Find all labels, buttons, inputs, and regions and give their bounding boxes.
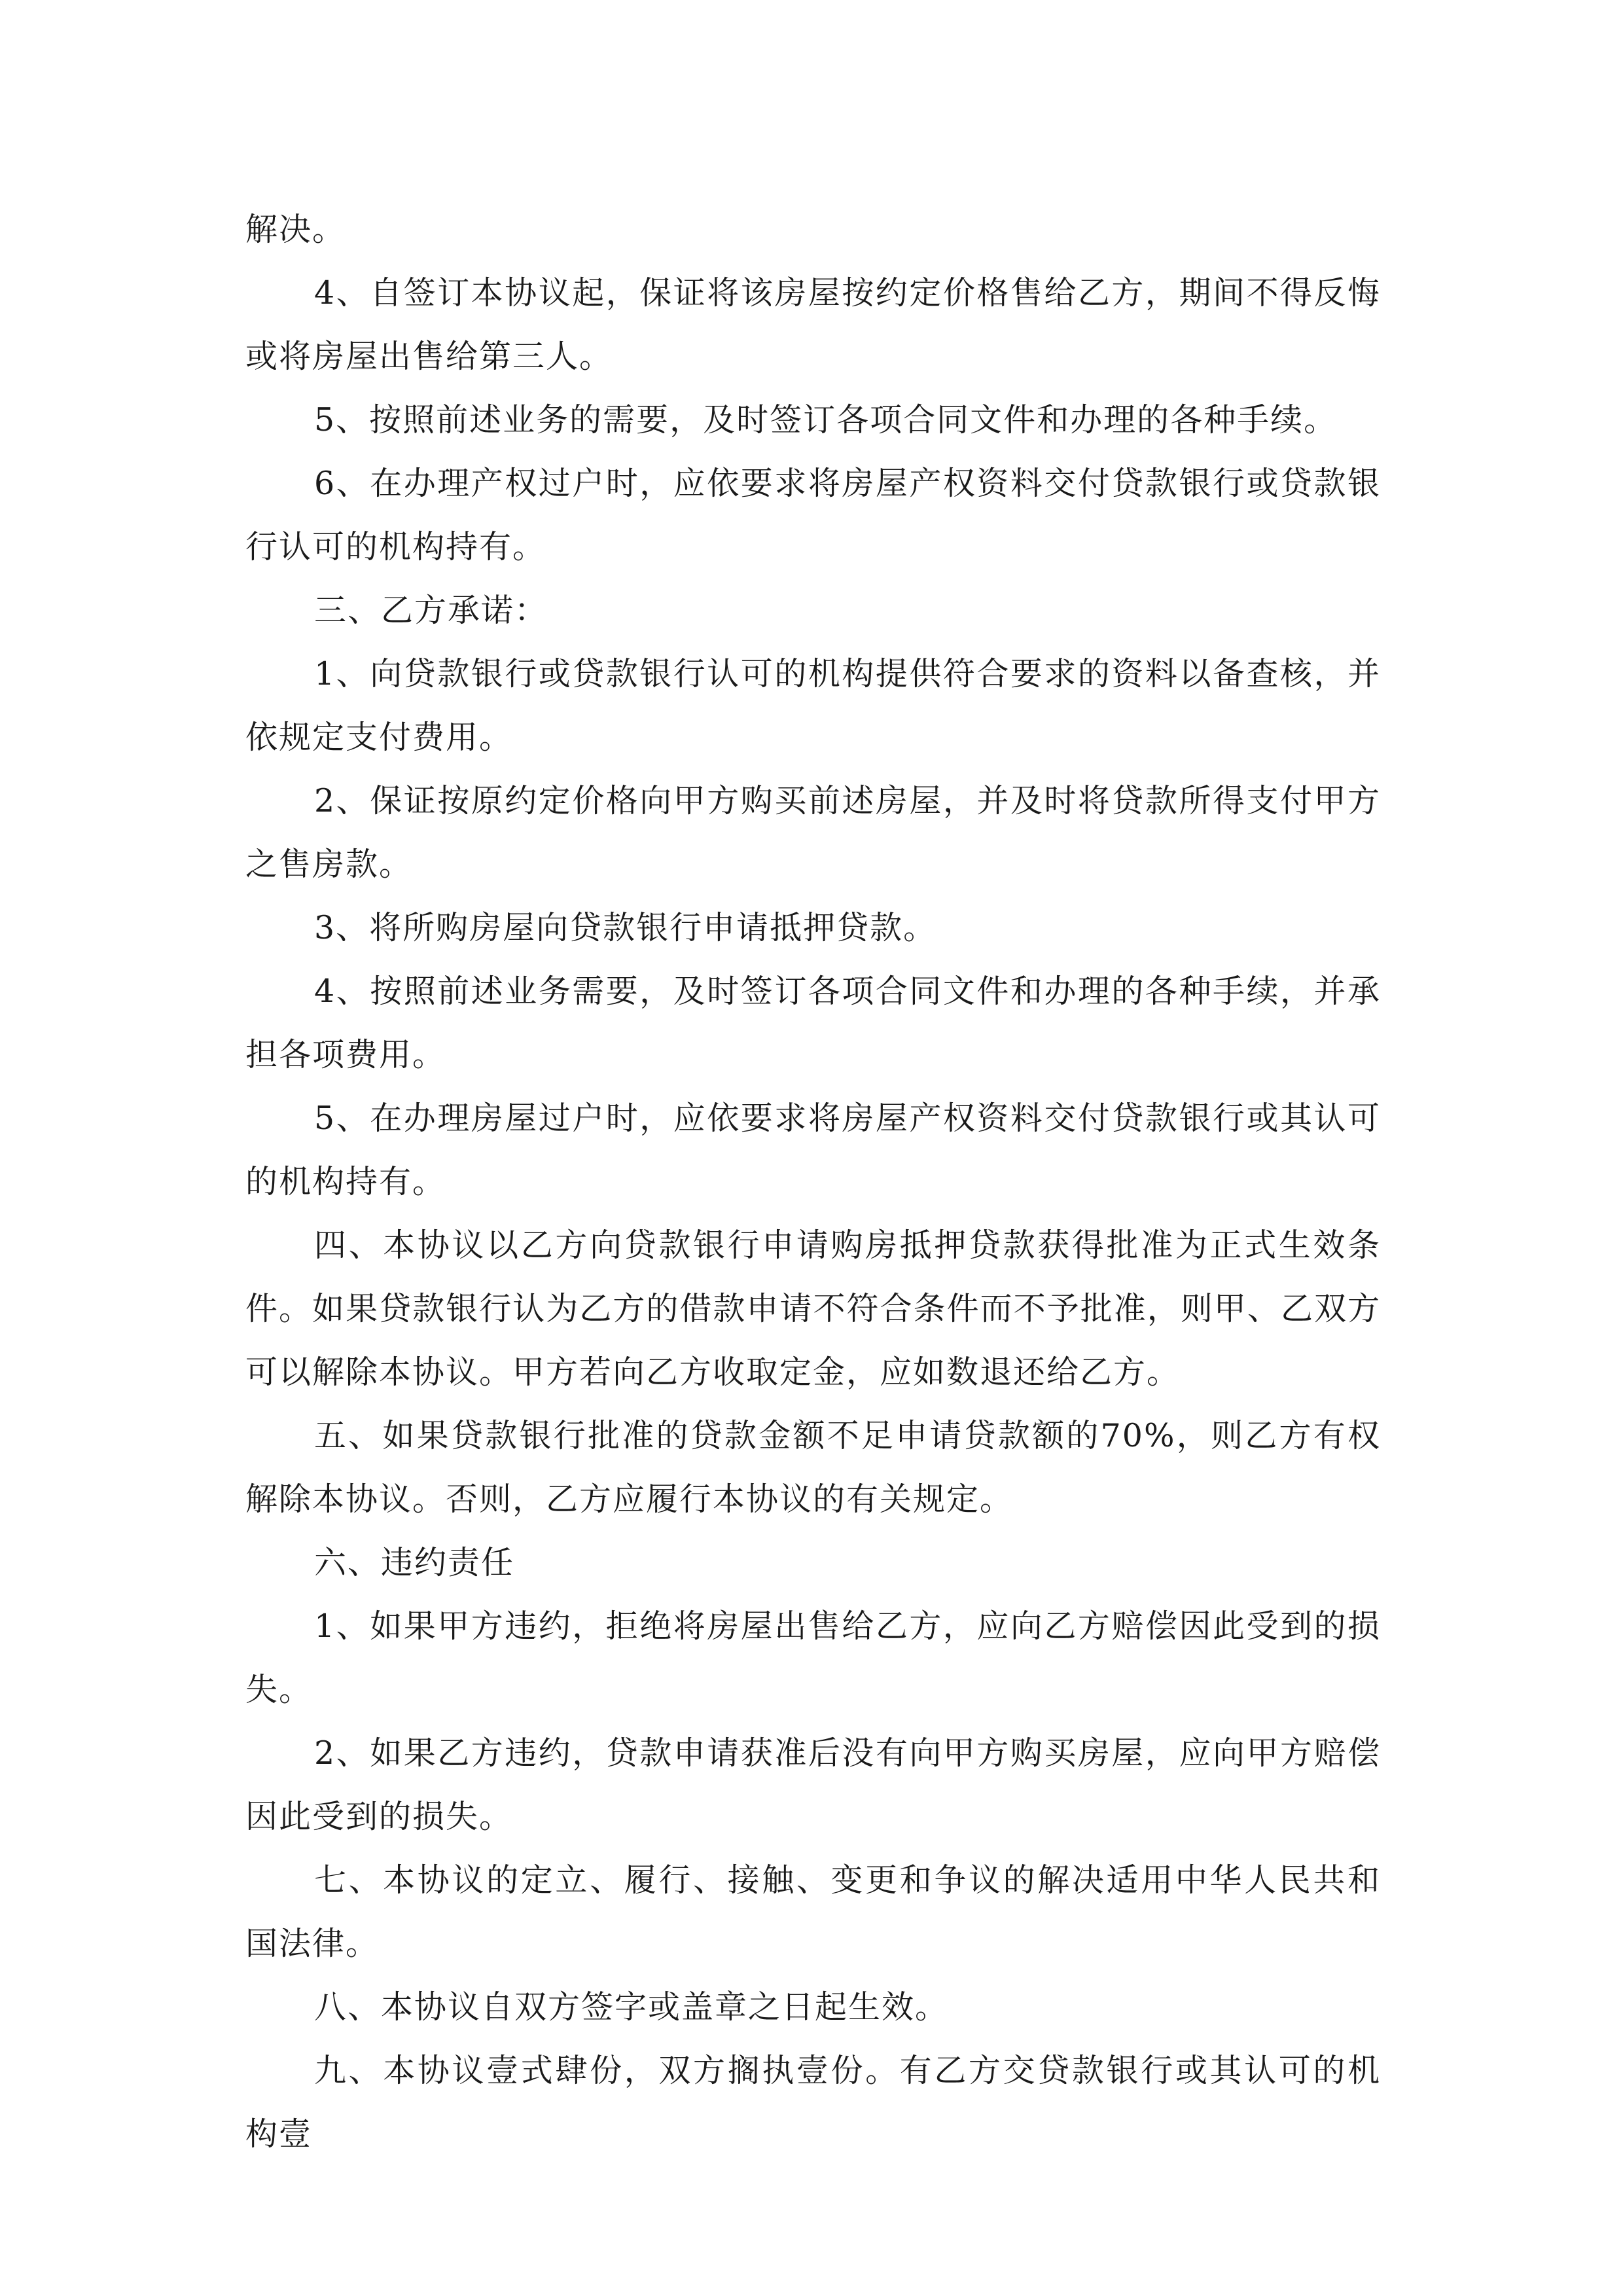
paragraph: 五、如果贷款银行批准的贷款金额不足申请贷款额的70%，则乙方有权解除本协议。否则，乙方应履行本协议的有关规定。 — [245, 1417, 1381, 1518]
section-heading: 三、乙方承诺： — [314, 592, 548, 629]
paragraph: 5、按照前述业务的需要，及时签订各项合同文件和办理的各种手续。 — [314, 401, 1338, 439]
paragraph: 5、在办理房屋过户时，应依要求将房屋产权资料交付贷款银行或其认可的机构持有。 — [245, 1100, 1381, 1200]
paragraph: 四、本协议以乙方向贷款银行申请购房抵押贷款获得批准为正式生效条件。如果贷款银行认为乙方的借款申请不符合条件而不予批准，则甲、乙双方可以解除本协议。甲方若向乙方收取定金，应如数退还给乙方。 — [245, 1227, 1381, 1391]
paragraph: 2、保证按原约定价格向甲方购买前述房屋，并及时将贷款所得支付甲方之售房款。 — [245, 782, 1381, 883]
paragraph: 1、如果甲方违约，拒绝将房屋出售给乙方，应向乙方赔偿因此受到的损失。 — [245, 1607, 1381, 1708]
paragraph: 八、本协议自双方签字或盖章之日起生效。 — [314, 1988, 949, 2026]
paragraph: 2、如果乙方违约，贷款申请获准后没有向甲方购买房屋，应向甲方赔偿因此受到的损失。 — [245, 1734, 1381, 1835]
paragraph: 4、自签订本协议起，保证将该房屋按约定价格售给乙方，期间不得反悔或将房屋出售给第三人。 — [245, 274, 1381, 375]
paragraph: 解决。 — [245, 211, 346, 248]
section-heading: 六、违约责任 — [314, 1544, 515, 1581]
paragraph: 九、本协议壹式肆份，双方搁执壹份。有乙方交贷款银行或其认可的机构壹 — [245, 2052, 1381, 2153]
paragraph: 七、本协议的定立、履行、接触、变更和争议的解决适用中华人民共和国法律。 — [245, 1861, 1381, 1962]
paragraph: 4、按照前述业务需要，及时签订各项合同文件和办理的各种手续，并承担各项费用。 — [245, 973, 1381, 1073]
paragraph: 3、将所购房屋向贷款银行申请抵押贷款。 — [314, 909, 937, 946]
paragraph: 6、在办理产权过户时，应依要求将房屋产权资料交付贷款银行或贷款银行认可的机构持有。 — [245, 465, 1381, 565]
paragraph: 1、向贷款银行或贷款银行认可的机构提供符合要求的资料以备查核，并依规定支付费用。 — [245, 655, 1381, 756]
document-body — [245, 198, 1381, 2166]
